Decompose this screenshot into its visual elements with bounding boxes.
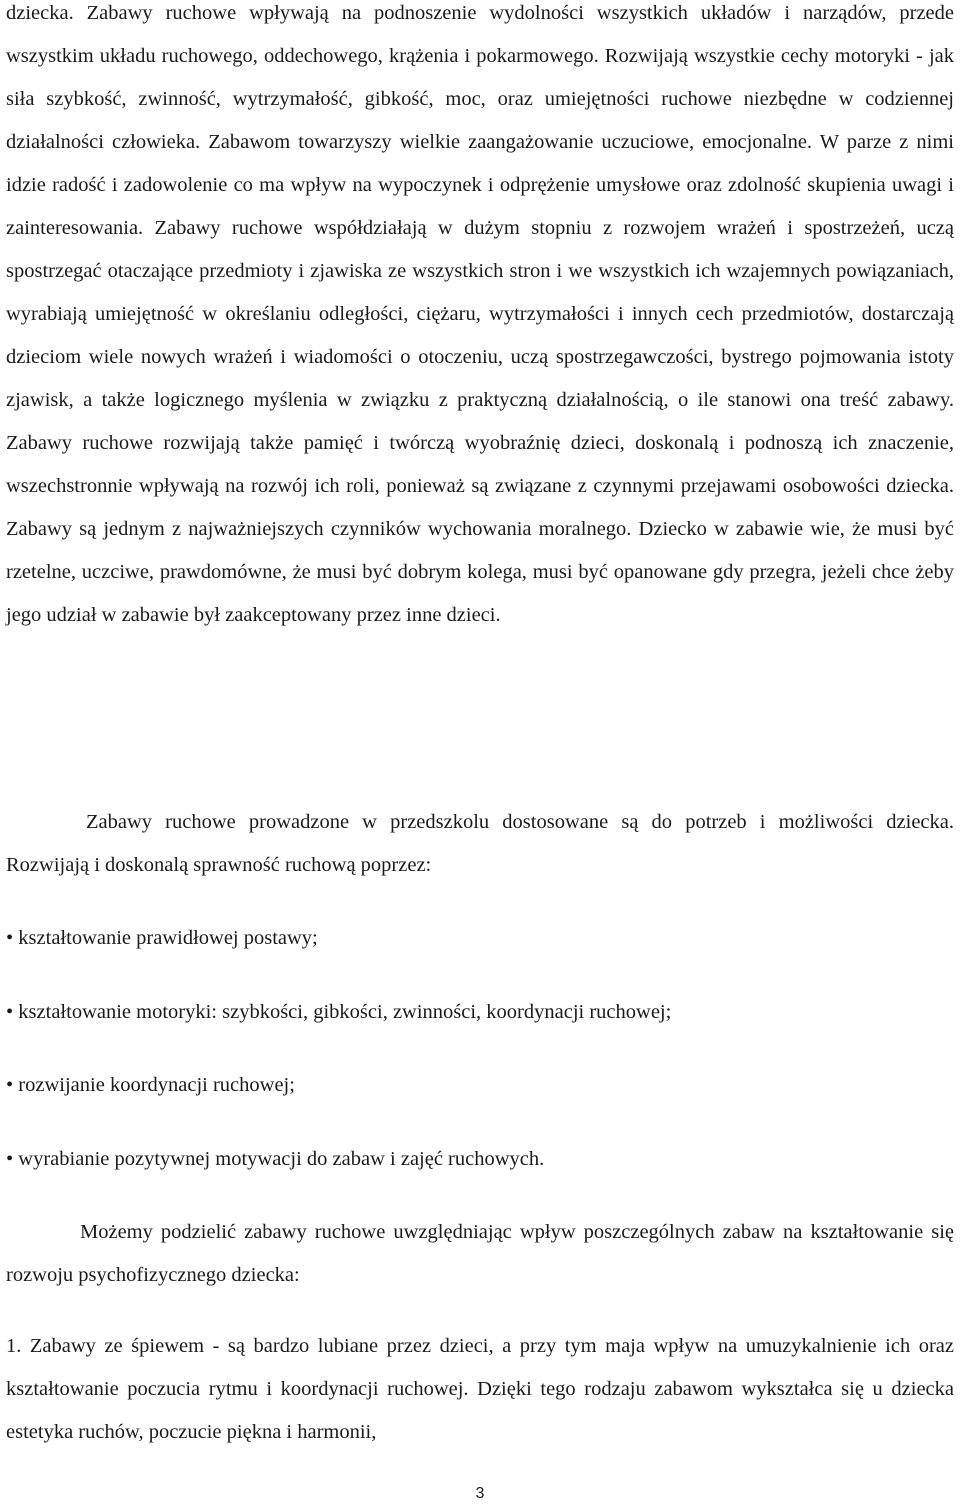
bullet-item: • wyrabianie pozytywnej motywacji do zabaw i zajęć ruchowych. (6, 1148, 545, 1170)
bullet-item: • kształtowanie motoryki: szybkości, gibkości, zwinności, koordynacji ruchowej; (6, 1001, 672, 1023)
page-number: 3 (475, 1485, 485, 1502)
bullet-item: • rozwijanie koordynacji ruchowej; (6, 1074, 295, 1096)
paragraph-body-4: 1. Zabawy ze śpiewem - są bardzo lubiane przez dzieci, a przy tym maja wpływ na umuzykalnienie ich oraz kształtowanie poczucia rytmu i koordynacji ruchowej. Dzięki tego rodzaju zabawom wykształca się u dziecka estetyka ruchów, poczucie piękna i harmonii, (6, 1335, 954, 1443)
paragraph-body-1: dziecka. Zabawy ruchowe wpływają na podnoszenie wydolności wszystkich układów i narządów, przede wszystkim układu ruchowego, oddechowego, krążenia i pokarmowego. Rozwijają wszystkie cechy motoryki - jak siła szybkość, zwinność, wytrzymałość, gibkość, moc, oraz umiejętności ruchowe niezbędne w codziennej działalności człowieka. Zabawom towarzyszy wielkie zaangażowanie uczuciowe, emocjonalne. W parze z nimi idzie radość i zadowolenie co ma wpływ na wypoczynek i odprężenie umysłowe oraz zdolność skupienia uwagi i zainteresowania. Zabawy ruchowe współdziałają w dużym stopniu z rozwojem wrażeń i spostrzeżeń, uczą spostrzegać otaczające przedmioty i zjawiska ze wszystkich stron i we wszystkich ich wzajemnych powiązaniach, wyrabiają umiejętność w określaniu odległości, ciężaru, wytrzymałości i innych cech przedmiotów, dostarczają dzieciom wiele nowych wrażeń i wiadomości o otoczeniu, uczą spostrzegawczości, bystrego pojmowania istoty zjawisk, a także logicznego myślenia w związku z praktyczną działalnością, o ile stanowi ona treść zabawy. Zabawy ruchowe rozwijają także pamięć i twórczą wyobraźnię dzieci, doskonalą i podnoszą ich znaczenie, wszechstronnie wpływają na rozwój ich roli, ponieważ są związane z czynnymi przejawami osobowości dziecka. Zabawy są jednym z najważniejszych czynników wychowania moralnego. Dziecko w zabawie wie, że musi być rzetelne, uczciwe, prawdomówne, że musi być dobrym kolega, musi być opanowane gdy przegra, jeżeli chce żeby jego udział w zabawie był zaakceptowany przez inne dzieci. (6, 2, 954, 626)
bullet-item: • kształtowanie prawidłowej postawy; (6, 927, 318, 949)
paragraph-body-3: Możemy podzielić zabawy ruchowe uwzględniając wpływ poszczególnych zabaw na kształtowanie się rozwoju psychofizycznego dziecka: (6, 1221, 954, 1286)
paragraph-body-2: Zabawy ruchowe prowadzone w przedszkolu dostosowane są do potrzeb i możliwości dziecka. Rozwijają i doskonalą sprawność ruchową poprzez: (6, 811, 954, 876)
